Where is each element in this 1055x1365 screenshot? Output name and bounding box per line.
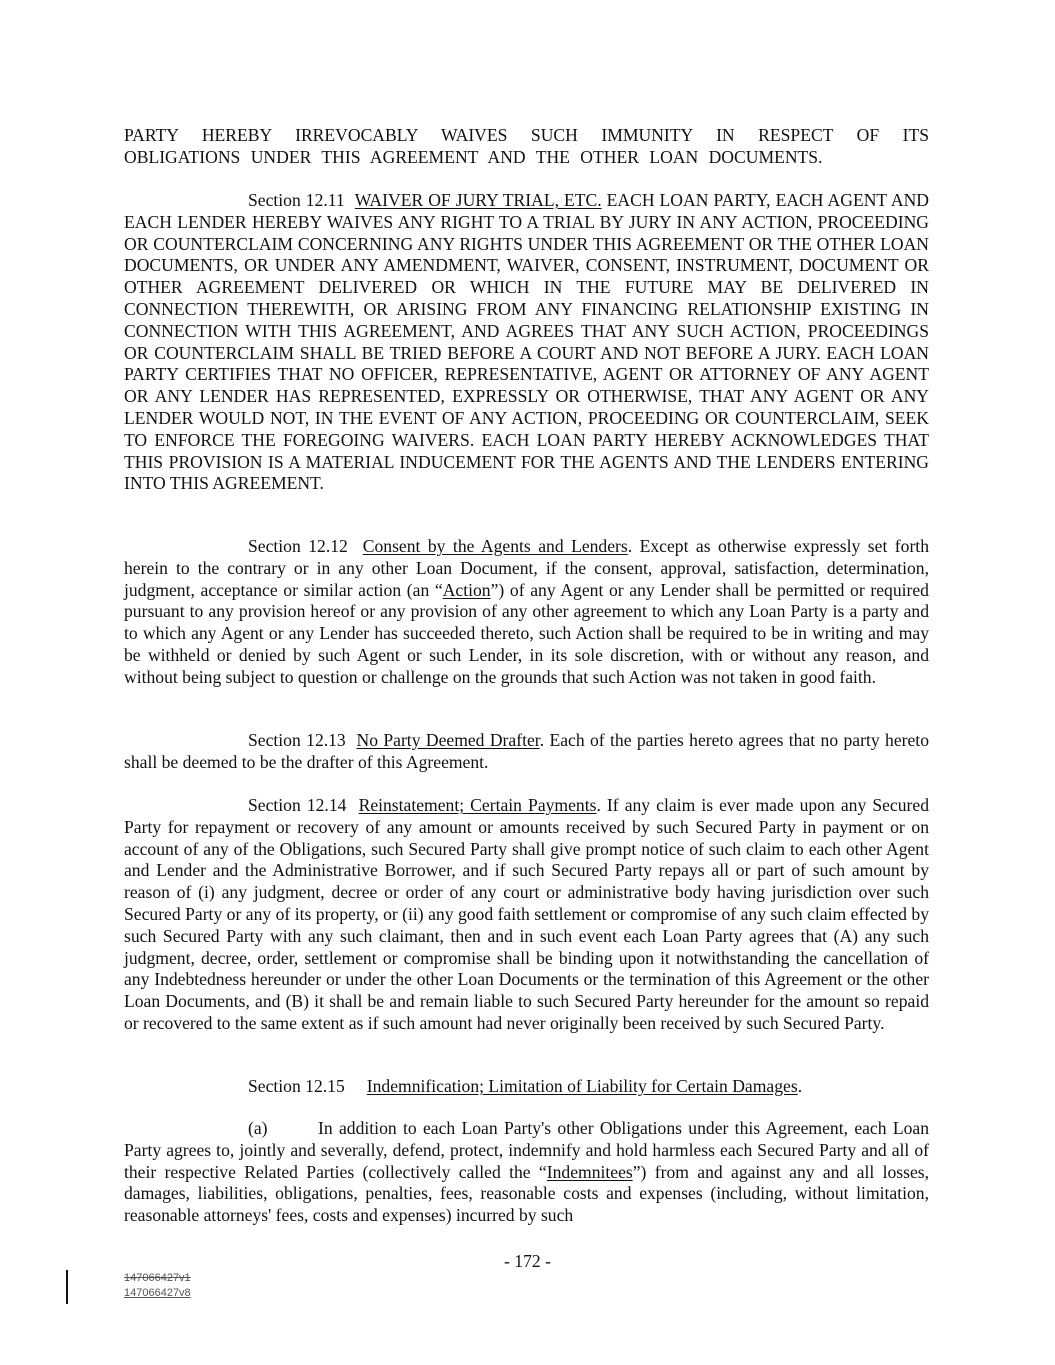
section-12-15-heading xyxy=(248,1076,802,1098)
subsection-body: In addition to each Loan Party's other Obligations under this Agreement, each Loan Party agrees to, jointly and severally, defend, protect, indemnify and hold harmless each Secured Party and all of their respective Related Parties (collectively called the “ xyxy=(124,1118,929,1182)
section-12-14 xyxy=(124,795,929,1035)
page-number: - 172 - xyxy=(504,1251,551,1271)
revision-bar xyxy=(66,1270,68,1304)
section-body: . Except as otherwise expressly set forth herein to the contrary or in any other Loan Document, if the consent, approval, satisfaction, determination, judgment, acceptance or similar action (an “ xyxy=(124,536,929,600)
document-id-block xyxy=(124,1271,191,1300)
defined-term: Indemnitees xyxy=(546,1161,633,1182)
defined-term: Action xyxy=(442,579,491,600)
section-title: WAIVER OF JURY TRIAL, ETC. xyxy=(354,190,602,210)
subsection-label: (a) xyxy=(248,1118,268,1138)
section-title: Consent by the Agents and Lenders xyxy=(362,536,628,556)
section-title: Indemnification; Limitation of Liability for Certain Damages xyxy=(366,1076,798,1096)
section-body: EACH LOAN PARTY, EACH AGENT AND EACH LENDER HEREBY WAIVES ANY RIGHT TO A TRIAL BY JURY IN ANY ACTION, PROCEEDING OR COUNTERCLAIM CONCERNING ANY RIGHTS UNDER THIS AGREEMENT OR THE OTHER LOAN DOCUMENTS, OR UNDER ANY AMENDMENT, WAIVER, CONSENT, INSTRUMENT, DOCUMENT OR OTHER AGREEMENT DELIVERED OR WHICH IN THE FUTURE MAY BE DELIVERED IN CONNECTION THEREWITH, OR ARISING FROM ANY FINANCING RELATIONSHIP EXISTING IN CONNECTION WITH THIS AGREEMENT, AND AGREES THAT ANY SUCH ACTION, PROCEEDINGS OR COUNTERCLAIM SHALL BE TRIED BEFORE A COURT AND NOT BEFORE A JURY. EACH LOAN PARTY CERTIFIES THAT NO OFFICER, REPRESENTATIVE, AGENT OR ATTORNEY OF ANY AGENT OR ANY LENDER HAS REPRESENTED, EXPRESSLY OR OTHERWISE, THAT ANY AGENT OR ANY LENDER WOULD NOT, IN THE EVENT OF ANY ACTION, PROCEEDING OR COUNTERCLAIM, SEEK TO ENFORCE THE FOREGOING WAIVERS. EACH LOAN PARTY HEREBY ACKNOWLEDGES THAT THIS PROVISION IS A MATERIAL INDUCEMENT FOR THE AGENTS AND THE LENDERS ENTERING INTO THIS AGREEMENT. xyxy=(124,190,929,494)
section-number: Section 12.15 xyxy=(248,1076,345,1096)
section-number: Section 12.14 xyxy=(248,795,347,815)
section-number: Section 12.12 xyxy=(248,536,348,556)
section-body: . Each of the parties hereto agrees that no party hereto shall be deemed to be the drafter of this Agreement. xyxy=(124,730,929,772)
section-12-12 xyxy=(124,536,929,689)
section-12-15-a xyxy=(124,1118,929,1227)
section-body: ”) of any Agent or any Lender shall be permitted or required pursuant to any provision hereof or any provision of any other agreement to which any Loan Party is a party and to which any Agent or any Lender has succeeded thereto, such Action shall be required to be in writing and may be withheld or denied by such Agent or such Lender, in its sole discretion, with or without any reason, and without being subject to question or challenge on the grounds that such Action was not taken in good faith. xyxy=(124,579,929,687)
continuation-paragraph: PARTY HEREBY IRREVOCABLY WAIVES SUCH IMMUNITY IN RESPECT OF ITS OBLIGATIONS UNDER THIS AGREEMENT AND THE OTHER LOAN DOCUMENTS. xyxy=(124,125,929,167)
section-body: . If any claim is ever made upon any Secured Party for repayment or recovery of any amount or amounts received by such Secured Party in payment or on account of any of the Obligations, such Secured Party shall give prompt notice of such claim to each other Agent and Lender and the Administrative Borrower, and if such Secured Party repays all or part of such amount by reason of (i) any judgment, decree or order of any court or administrative body having jurisdiction over such Secured Party or any of its property, or (ii) any good faith settlement or compromise of any such claim effected by such Secured Party with any such claimant, then and in such event each Loan Party agrees that (A) any such judgment, decree, order, settlement or compromise shall be binding upon it notwithstanding the cancellation of any Indebtedness hereunder or under the other Loan Documents or the termination of this Agreement or the other Loan Documents, and (B) it shall be and remain liable to such Secured Party hereunder for the amount so repaid or recovered to the same extent as if such amount had never originally been received by such Secured Party. xyxy=(124,795,930,1033)
subsection-body: ”) from and against any and all losses, damages, liabilities, obligations, penalties, fees, reasonable costs and expenses (including, without limitation, reasonable attorneys' fees, costs and expenses) incurred by such xyxy=(124,1161,929,1226)
doc-id-new: 147066427v8 xyxy=(124,1286,191,1299)
section-title-end: . xyxy=(797,1076,803,1096)
section-number: Section 12.11 xyxy=(248,190,345,210)
section-12-11 xyxy=(124,190,929,495)
section-12-13 xyxy=(124,730,929,774)
doc-id-old: 147066427v1 xyxy=(124,1272,191,1284)
section-number: Section 12.13 xyxy=(248,730,346,750)
section-title: No Party Deemed Drafter xyxy=(356,730,540,750)
section-title: Reinstatement; Certain Payments xyxy=(358,795,597,815)
